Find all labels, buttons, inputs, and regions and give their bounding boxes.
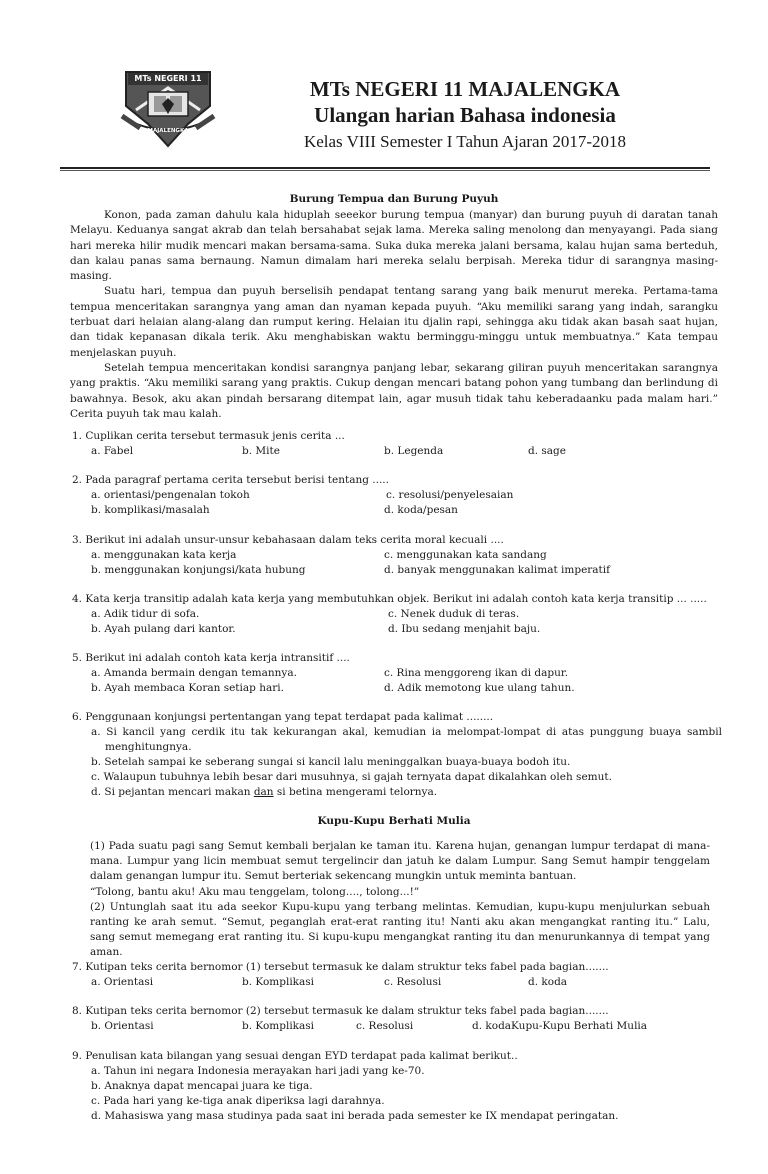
option-c[interactable]: b. Legenda <box>384 445 444 457</box>
option-a[interactable]: a. menggunakan kata kerja <box>91 549 237 561</box>
question-7-stem: 7. Kutipan teks cerita bernomor (1) tersebut termasuk ke dalam struktur teks fabel pada bagian....... <box>72 961 609 973</box>
header-rule-thin <box>60 170 710 171</box>
question-4-stem: 4. Kata kerja transitip adalah kata kerja yang membutuhkan objek. Berikut ini adalah contoh kata kerja transitip ... ..... <box>72 593 707 605</box>
option-c[interactable]: c. resolusi/penyelesaian <box>386 489 514 501</box>
question-5-stem: 5. Berikut ini adalah contoh kata kerja intransitif .... <box>72 652 350 664</box>
story2-paragraph-2: (2) Untunglah saat itu ada seekor Kupu-kupu yang terbang melintas. Kemudian, kupu-kupu menjulurkan sebuah ranting ke arah semut. “Semut, peganglah erat-erat ranting itu! Nanti aku akan mengangkat ranting itu.” Lalu, sang semut memegang erat ranting itu. Si kupu-kupu mengangkat ranting itu dan menurunkannya di tempat yang aman. <box>90 900 710 959</box>
option-a[interactable]: a. Amanda bermain dengan temannya. <box>91 667 297 679</box>
option-b[interactable]: b. Ayah membaca Koran setiap hari. <box>91 682 284 694</box>
option-b[interactable]: b. Mite <box>242 445 280 457</box>
question-2 <box>72 473 722 518</box>
option-d[interactable]: d. Ibu sedang menjahit baju. <box>388 623 541 635</box>
option-b[interactable]: b. Setelah sampai ke seberang sungai si kancil lalu meninggalkan buaya-buaya bodoh itu. <box>91 756 571 768</box>
option-d-pre: d. Si pejantan mencari makan <box>91 786 254 798</box>
option-d[interactable]: d. koda <box>528 976 568 988</box>
story1-title: Burung Tempua dan Burung Puyuh <box>289 193 499 205</box>
story1-paragraph-1: Konon, pada zaman dahulu kala hiduplah seeekor burung tempua (manyar) dan burung puyuh di daratan tanah Melayu. Keduanya sangat akrab dan telah bersahabat sejak lama. Mereka saling menolong dan menyayangi. Pada siang hari mereka hilir mudik mencari makan bersama-sama. Suka duka mereka jalani bersama, kalau hujan sama berteduh, dan kalau panas sama bernaung. Namun dimalam hari mereka selalu berpisah. Mereka tidur di sarangnya masing-masing. <box>70 209 718 283</box>
option-a[interactable]: a. Tahun ini negara Indonesia merayakan hari jadi yang ke-70. <box>91 1065 425 1077</box>
option-d[interactable]: d. Mahasiswa yang masa studinya pada saat ini berada pada semester ke IX mendapat peringatan. <box>91 1110 619 1122</box>
story1-paragraph-3: Setelah tempua menceritakan kondisi sarangnya panjang lebar, sekarang giliran puyuh menceritakan sarangnya yang praktis. “Aku memiliki sarang yang praktis. Cukup dengan mencari batang pohon yang tumbang dan berlindung di bawahnya. Besok, aku akan pindah bersarang ditempat lain, agar musuh tidak tahu keberadaanku pada malam hari.” Cerita puyuh tak mau kalah. <box>70 361 718 420</box>
option-c[interactable]: c. Resolusi <box>356 1020 414 1032</box>
header-rule <box>60 167 710 169</box>
option-c[interactable]: c. menggunakan kata sandang <box>384 549 547 561</box>
story2-paragraph-1: (1) Pada suatu pagi sang Semut kembali berjalan ke taman itu. Karena hujan, genangan lumpur terdapat di mana-mana. Lumpur yang licin membuat semut tergelincir dan jatuh ke dalam Lumpur. Sang Semut hampir tenggelam dalam genangan lumpur itu. Semut berteriak sekencang mungkin untuk meminta bantuan. <box>90 840 710 883</box>
option-d-post: si betina mengerami telornya. <box>273 786 438 798</box>
school-logo <box>118 66 218 152</box>
question-3-stem: 3. Berikut ini adalah unsur-unsur kebahasaan dalam teks cerita moral kecuali .... <box>72 534 504 546</box>
story2-title: Kupu-Kupu Berhati Mulia <box>317 815 471 827</box>
logo-text-top: MTs NEGERI 11 <box>134 74 202 83</box>
option-a[interactable]: a. Si kancil yang cerdik itu tak kekurangan akal, kemudian ia melompat-lompat di atas punggung buaya sambil menghitungnya. <box>91 726 722 753</box>
question-2-stem: 2. Pada paragraf pertama cerita tersebut berisi tentang ..... <box>72 474 389 486</box>
option-a[interactable]: b. Orientasi <box>91 1020 154 1032</box>
story1-paragraph-2: Suatu hari, tempua dan puyuh berselisih pendapat tentang sarang yang baik menurut mereka. Pertama-tama tempua menceritakan sarangnya yang aman dan nyaman kepada puyuh. “Aku memiliki sarang yang indah, sarangku terbuat dari helaian alang-alang dan rumput kering. Helaian itu djalin rapi, sehingga aku tidak akan basah saat hujan, dan tidak kepanasan dikala terik. Aku menghabiskan waktu berminggu-minggu untuk membuatnya.” Kata tempau menjelaskan puyuh. <box>70 285 718 359</box>
option-c[interactable]: c. Resolusi <box>384 976 442 988</box>
option-a[interactable]: a. Adik tidur di sofa. <box>91 608 200 620</box>
logo-text-bottom: MAJALENGKA <box>147 128 189 134</box>
story1-body <box>70 208 718 422</box>
exam-title: Ulangan harian Bahasa indonesia <box>314 103 616 127</box>
option-c[interactable]: c. Rina menggoreng ikan di dapur. <box>384 667 569 679</box>
question-8 <box>72 1004 722 1034</box>
header <box>230 76 700 154</box>
option-c[interactable]: c. Walaupun tubuhnya lebih besar dari musuhnya, si gajah ternyata dapat dikalahkan oleh semut. <box>91 771 612 783</box>
question-6 <box>72 710 722 800</box>
option-b[interactable]: b. Komplikasi <box>242 1020 315 1032</box>
option-b[interactable]: b. Komplikasi <box>242 976 315 988</box>
option-a[interactable]: a. orientasi/pengenalan tokoh <box>91 489 250 501</box>
question-6-stem: 6. Penggunaan konjungsi pertentangan yang tepat terdapat pada kalimat ........ <box>72 711 494 723</box>
school-name: MTs NEGERI 11 MAJALENGKA <box>309 77 621 101</box>
option-b[interactable]: b. Anaknya dapat mencapai juara ke tiga. <box>91 1080 313 1092</box>
underlined-word: dan <box>253 786 274 798</box>
option-b[interactable]: b. komplikasi/masalah <box>91 504 210 516</box>
option-d[interactable]: d. kodaKupu-Kupu Berhati Mulia <box>472 1020 648 1032</box>
option-a[interactable]: a. Fabel <box>91 445 134 457</box>
option-c[interactable]: c. Pada hari yang ke-tiga anak diperiksa lagi darahnya. <box>91 1095 385 1107</box>
option-d[interactable]: d. sage <box>528 445 566 457</box>
question-1-stem: 1. Cuplikan cerita tersebut termasuk jenis cerita ... <box>72 430 345 442</box>
question-7 <box>72 960 722 990</box>
option-d[interactable]: d. banyak menggunakan kalimat imperatif <box>384 564 611 576</box>
option-b[interactable]: b. Ayah pulang dari kantor. <box>91 623 236 635</box>
option-c[interactable]: c. Nenek duduk di teras. <box>388 608 520 620</box>
class-info: Kelas VIII Semester I Tahun Ajaran 2017-2018 <box>303 132 627 151</box>
story2-body <box>90 839 710 961</box>
question-9 <box>72 1049 722 1124</box>
option-b[interactable]: b. menggunakan konjungsi/kata hubung <box>91 564 306 576</box>
option-a[interactable]: a. Orientasi <box>91 976 154 988</box>
option-d[interactable] <box>91 785 722 800</box>
option-d[interactable]: d. Adik memotong kue ulang tahun. <box>384 682 575 694</box>
question-9-stem: 9. Penulisan kata bilangan yang sesuai dengan EYD terdapat pada kalimat berikut.. <box>72 1050 518 1062</box>
question-4 <box>72 592 722 637</box>
question-8-stem: 8. Kutipan teks cerita bernomor (2) tersebut termasuk ke dalam struktur teks fabel pada bagian....... <box>72 1005 609 1017</box>
question-1 <box>72 429 722 459</box>
question-5 <box>72 651 722 696</box>
question-3 <box>72 533 722 578</box>
story2-dialogue: “Tolong, bantu aku! Aku mau tenggelam, tolong...., tolong...!” <box>90 885 420 898</box>
option-d[interactable]: d. koda/pesan <box>384 504 458 516</box>
